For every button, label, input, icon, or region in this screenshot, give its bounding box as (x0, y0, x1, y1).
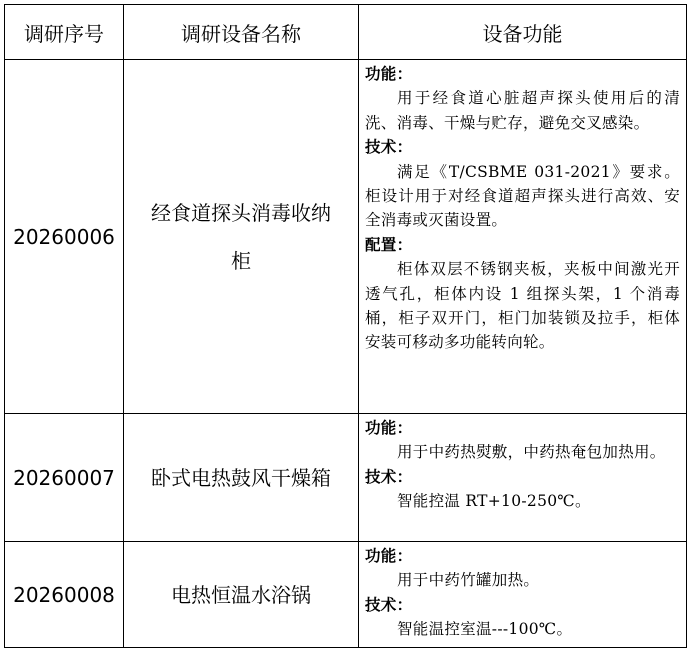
equipment-description (359, 60, 687, 414)
equipment-name: 经食道探头消毒收纳柜 (124, 60, 359, 414)
equipment-table (4, 4, 687, 648)
equipment-description (359, 542, 687, 648)
equipment-name: 电热恒温水浴锅 (124, 542, 359, 648)
tech-label: 技术： (365, 137, 413, 157)
function-text: 用于中药热熨敷，中药热奄包加热用。 (397, 443, 666, 462)
survey-number: 20260008 (5, 542, 124, 648)
equipment-description (359, 414, 687, 542)
header-survey-number: 调研序号 (5, 5, 124, 60)
table-row (5, 60, 687, 414)
function-text: 用于经食道心脏超声探头使用后的清洗、消毒、干燥与贮存，避免交叉感染。 (365, 89, 680, 132)
function-label: 功能： (365, 546, 413, 565)
header-equipment-name: 调研设备名称 (124, 5, 359, 60)
config-label: 配置： (365, 234, 413, 254)
tech-text: 智能控温 RT+10-250℃。 (397, 492, 591, 511)
tech-text: 满足《T/CSBME 031-2021》要求。柜设计用于对经食道超声探头进行高效、安全消毒或灭菌设置。 (365, 162, 680, 230)
tech-label: 技术： (365, 466, 413, 486)
function-label: 功能： (365, 64, 413, 83)
table-row (5, 542, 687, 648)
survey-number: 20260006 (5, 60, 124, 414)
header-equipment-function: 设备功能 (359, 5, 687, 60)
function-label: 功能： (365, 418, 413, 437)
table-row (5, 414, 687, 542)
survey-number: 20260007 (5, 414, 124, 542)
function-text: 用于中药竹罐加热。 (397, 571, 540, 590)
header-row (5, 5, 687, 60)
config-text: 柜体双层不锈钢夹板，夹板中间激光开透气孔，柜体内设 1 组探头架，1 个消毒桶，柜子双开门，柜门加装锁及拉手，柜体安装可移动多功能转向轮。 (365, 260, 680, 352)
tech-text: 智能温控室温---100℃。 (397, 620, 573, 639)
tech-label: 技术： (365, 594, 413, 614)
equipment-name: 卧式电热鼓风干燥箱 (124, 414, 359, 542)
